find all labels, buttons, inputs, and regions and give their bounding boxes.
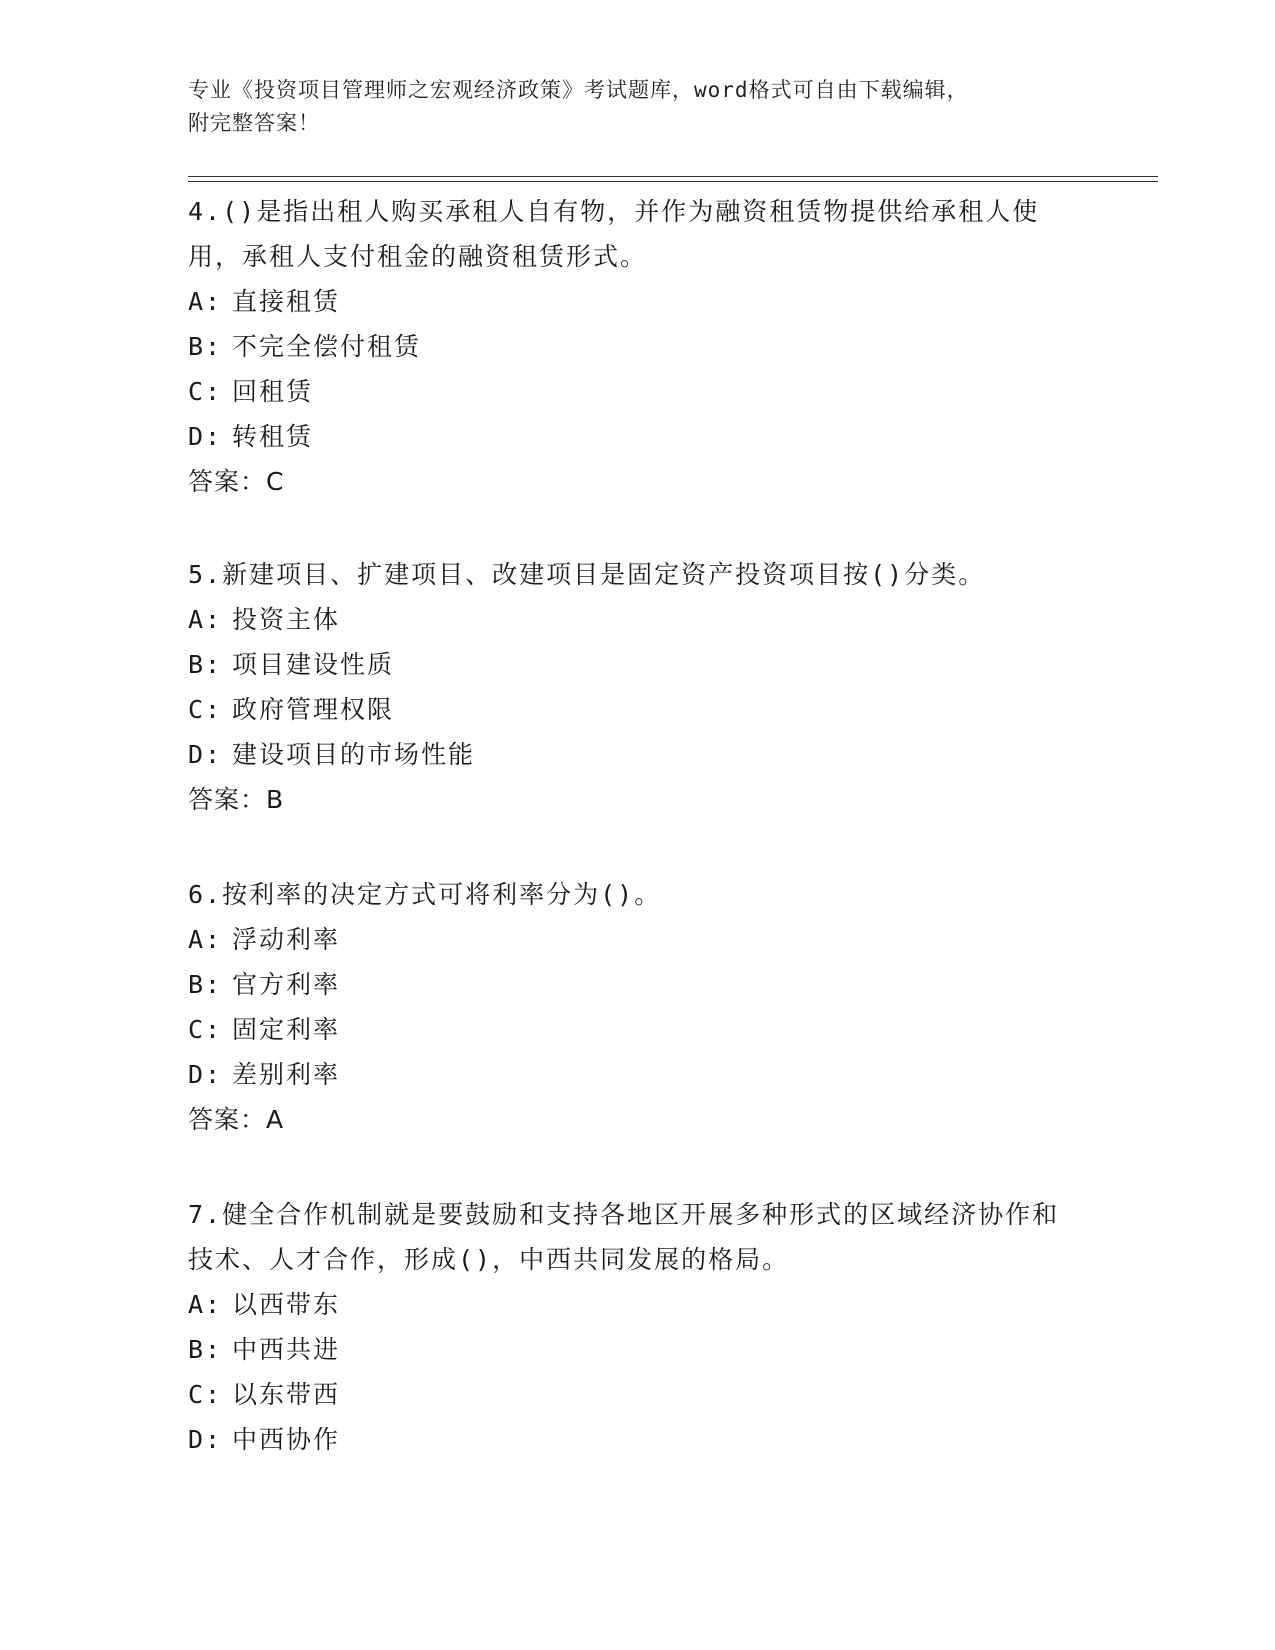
option-key: C:: [188, 695, 223, 724]
option-text: 浮动利率: [232, 925, 341, 954]
option-a: [188, 917, 1068, 962]
answer-line: 答案：C: [188, 467, 285, 496]
option-key: D:: [188, 1060, 223, 1089]
option-b: [188, 324, 1068, 369]
option-text: 中西共进: [232, 1335, 341, 1364]
option-key: A:: [188, 287, 223, 316]
option-b: [188, 1327, 1068, 1372]
question-5: [188, 552, 1068, 822]
option-c: [188, 1007, 1068, 1052]
option-key: D:: [188, 740, 223, 769]
option-c: [188, 687, 1068, 732]
header-divider-bottom: [188, 181, 1158, 182]
option-text: 官方利率: [232, 970, 341, 999]
answer-line: 答案：B: [188, 785, 285, 814]
option-key: A:: [188, 605, 223, 634]
option-key: B:: [188, 332, 223, 361]
question-stem: 6.按利率的决定方式可将利率分为()。: [188, 880, 662, 909]
question-stem: 7.健全合作机制就是要鼓励和支持各地区开展多种形式的区域经济协作和技术、人才合作，形成()，中西共同发展的格局。: [188, 1200, 1060, 1274]
option-text: 转租赁: [232, 422, 314, 451]
header-divider-top: [188, 176, 1158, 177]
option-b: [188, 642, 1068, 687]
question-6: [188, 872, 1068, 1142]
option-key: C:: [188, 377, 223, 406]
option-c: [188, 369, 1068, 414]
question-stem: 4.()是指出租人购买承租人自有物，并作为融资租赁物提供给承租人使用，承租人支付租金的融资租赁形式。: [188, 197, 1040, 271]
option-text: 以西带东: [232, 1290, 341, 1319]
option-a: [188, 279, 1068, 324]
option-text: 直接租赁: [232, 287, 341, 316]
option-a: [188, 597, 1068, 642]
header-line-1: 专业《投资项目管理师之宏观经济政策》考试题库，word格式可自由下载编辑，: [188, 78, 969, 102]
option-key: B:: [188, 1335, 223, 1364]
option-text: 以东带西: [232, 1380, 341, 1409]
option-text: 不完全偿付租赁: [232, 332, 422, 361]
option-key: D:: [188, 422, 223, 451]
option-key: D:: [188, 1425, 223, 1454]
option-text: 回租赁: [232, 377, 314, 406]
question-7: [188, 1192, 1068, 1462]
option-key: C:: [188, 1015, 223, 1044]
option-text: 政府管理权限: [232, 695, 395, 724]
option-text: 差别利率: [232, 1060, 341, 1089]
option-d: [188, 732, 1068, 777]
option-key: B:: [188, 650, 223, 679]
option-b: [188, 962, 1068, 1007]
option-key: C:: [188, 1380, 223, 1409]
question-4: [188, 189, 1068, 504]
option-text: 投资主体: [232, 605, 341, 634]
header-line-2: 附完整答案！: [188, 111, 320, 135]
option-text: 项目建设性质: [232, 650, 395, 679]
option-key: A:: [188, 925, 223, 954]
option-a: [188, 1282, 1068, 1327]
option-text: 中西协作: [232, 1425, 341, 1454]
option-text: 建设项目的市场性能: [232, 740, 476, 769]
option-d: [188, 1052, 1068, 1097]
option-key: A:: [188, 1290, 223, 1319]
answer-line: 答案：A: [188, 1105, 285, 1134]
document-header: [188, 74, 1088, 140]
option-c: [188, 1372, 1068, 1417]
option-d: [188, 414, 1068, 459]
option-key: B:: [188, 970, 223, 999]
question-stem: 5.新建项目、扩建项目、改建项目是固定资产投资项目按()分类。: [188, 560, 986, 589]
option-d: [188, 1417, 1068, 1462]
option-text: 固定利率: [232, 1015, 341, 1044]
